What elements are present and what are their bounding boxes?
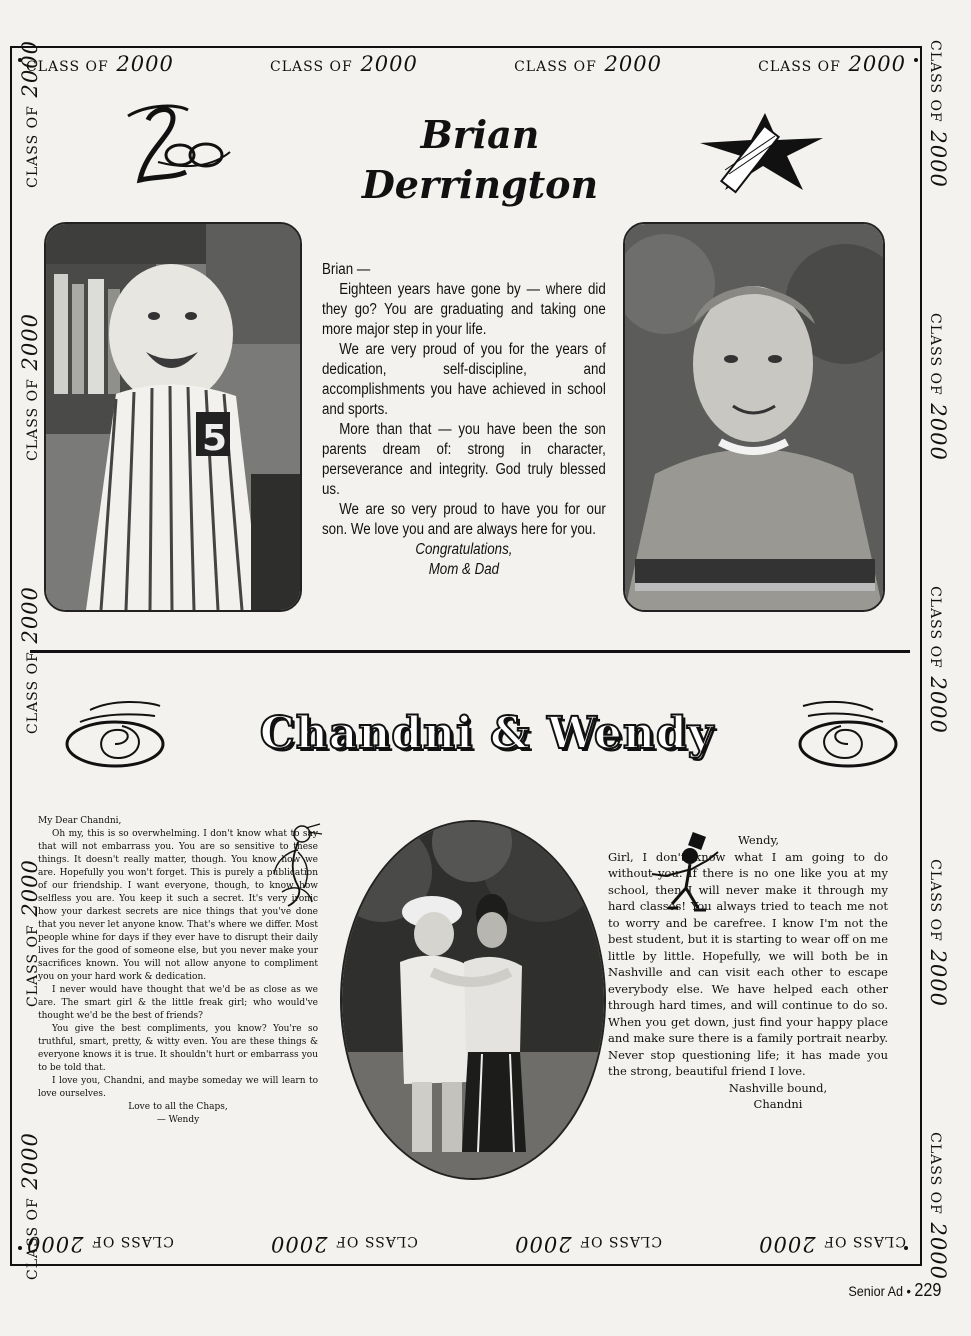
- ad1-letter: Brian — Eighteen years have gone by — where did they go? You are graduating and taking one more major step in your life. We are very proud of you for the years of dedication, self-discipline, and accomplishments you have achieved in school and sports. More than that — you have been the son parents dream of: strong in character, perseverance and integrity. God truly blessed us. We are so very proud to have you for our son. We love you and are always here for you. Congratulations, Mom & Dad: [322, 261, 606, 578]
- border-bottom: CLASS OF 2000 CLASS OF 2000 CLASS OF 2000 CLASS OF 2000: [26, 1232, 906, 1256]
- year-00-clipart-icon: [118, 100, 238, 190]
- svg-text:5: 5: [202, 418, 228, 459]
- corner-dot: [914, 58, 918, 62]
- baby-photo: [44, 222, 302, 612]
- ad2-title: Chandni & Wendy: [259, 708, 715, 759]
- ad1-name: Brian Derrington: [361, 112, 599, 207]
- border-top: CLASS OF 2000 CLASS OF 2000 CLASS OF 2000 CLASS OF 2000: [26, 52, 906, 76]
- friends-photo: [340, 820, 606, 1180]
- ad-divider: [30, 650, 910, 653]
- border-right: CLASS OF 2000 CLASS OF 2000 CLASS OF 2000 CLASS OF 2000 CLASS OF 2000: [926, 40, 950, 1280]
- letter-to-wendy: Wendy, Girl, I don't know what I am going to do without you. If there is no one like you at my school, then I will never make it through my hard classes! You always tried to teach me not to worry and be carefree. I know I'm not the best student, but it is starting to wear off on me little by little. Hopefully, we will both be in Nashville and can visit each other to escape everybody else. We have helped each other through hard times, and will continue to do so. When you get down, just find your happy place and make sure there is a family portrait nearby. Never stop questioning life; it has made you the strong, beautiful friend I love. Nashville bound, Chandni: [608, 833, 888, 1111]
- page-footer: [848, 1280, 941, 1301]
- swirl-ornament-icon: [60, 696, 170, 768]
- letter-to-chandni: My Dear Chandni, Oh my, this is so overwhelming. I don't know what to say that will not embarrass you. You are so sensitive to these things. It doesn't really matter, though. You know how we are. Hopefully you won't forget. This is purely a publication of our friendship. I want everyone, though, to know how selfless you are. You keep it such a secret. It's very ironic how your darkest secrets are nice things that you've done that you never let anyone know. That's where we differ. Most people whine for days if they ever have to disrupt their daily lives for the good of someone else, but you never make your sacrifices known. You will not allow anyone to compliment you on your hard work & dedication. I never would have thought that we'd be as close as we are. The smart girl & the little freak girl; who would've thought we'd be the best of friends? You give the best compliments, you know? You're so truthful, smart, pretty, & witty even. You are these things & everyone knows it is true. It shouldn't hurt or embarrass you to be told that. I love you, Chandni, and maybe someday we will learn to love ourselves. Love to all the Chaps, — Wendy: [38, 816, 318, 1125]
- footer-bullet: •: [906, 1283, 911, 1299]
- dancing-girl-sketch-icon: [268, 822, 324, 908]
- border-left: CLASS OF 2000 CLASS OF 2000 CLASS OF 2000 CLASS OF 2000 CLASS OF 2000: [18, 40, 42, 1280]
- senior-portrait-photo: [623, 222, 885, 612]
- graduation-star-diploma-icon: [695, 108, 830, 198]
- section-label: Senior Ad: [847, 1283, 903, 1299]
- page-number: 229: [913, 1280, 941, 1300]
- swirl-ornament-icon: [793, 696, 903, 768]
